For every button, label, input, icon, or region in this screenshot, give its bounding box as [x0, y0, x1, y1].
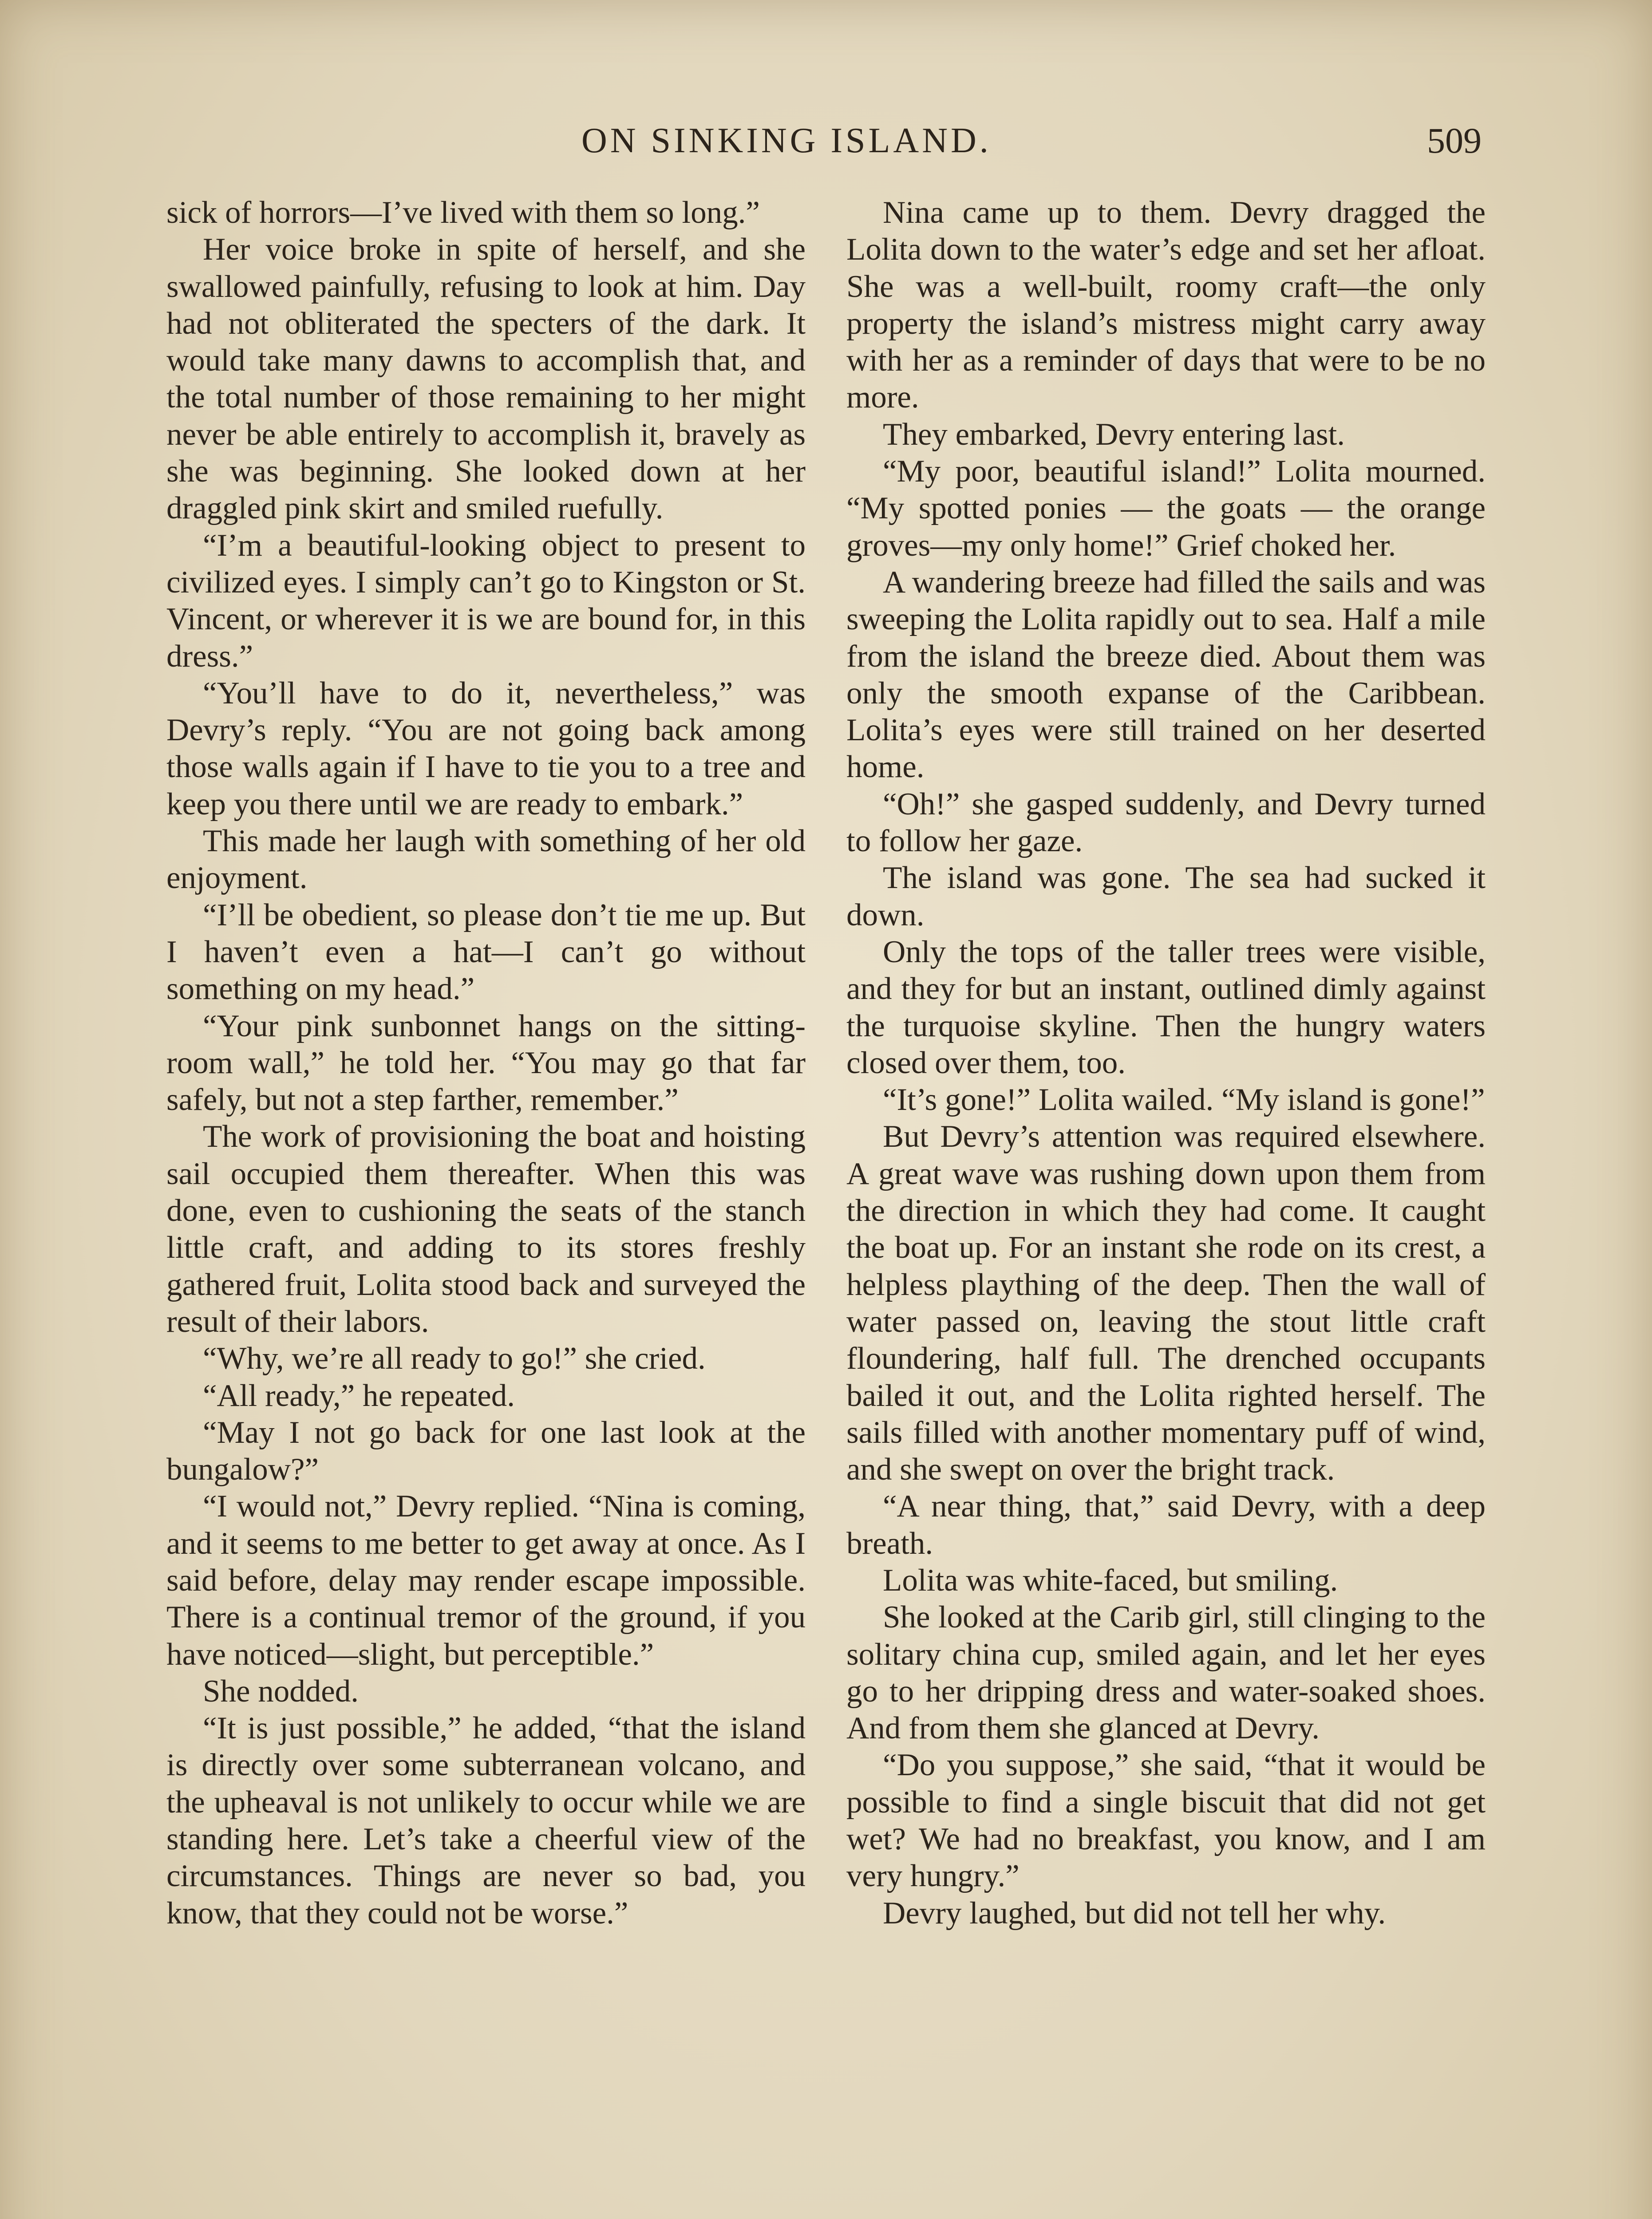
- paragraph: “It’s gone!” Lolita wailed. “My island is gone!”: [883, 1082, 1485, 1117]
- running-title: ON SINKING ISLAND.: [581, 121, 992, 160]
- paragraph: “I’m a beautiful-looking object to present to civilized eyes. I simply can’t go to Kingston or St. Vincent, or wherever it is we are bound for, in this dress.”: [166, 528, 806, 674]
- paragraph: The island was gone. The sea had sucked it down.: [846, 861, 1486, 932]
- paragraph: This made her laugh with something of her old enjoyment.: [166, 824, 806, 896]
- paragraph: Nina came up to them. Devry dragged the Lolita down to the water’s edge and set her afloat. She was a well-built, roomy craft—the only property the island’s mistress might carry away with her as a reminder of days that were to be no more.: [846, 195, 1486, 415]
- paragraph: Only the tops of the taller trees were visible, and they for but an instant, outlined dimly against the turquoise skyline. Then the hungry waters closed over them, too.: [846, 934, 1486, 1080]
- paragraph: The work of provisioning the boat and hoisting sail occupied them thereafter. When this was done, even to cushioning the seats of the stanch little craft, and adding to its stores freshly gathered fruit, Lolita stood back and surveyed the result of their labors.: [166, 1119, 806, 1339]
- paragraph: “Do you suppose,” she said, “that it would be possible to find a single biscuit that did not get wet? We had no breakfast, you know, and I am very hungry.”: [846, 1748, 1486, 1894]
- paragraph: Lolita was white-faced, but smiling.: [883, 1563, 1338, 1598]
- paragraph: “I’ll be obedient, so please don’t tie me up. But I haven’t even a hat—I can’t go without something on my head.”: [166, 897, 806, 1007]
- page-header: [0, 116, 1652, 165]
- paragraph: But Devry’s attention was required elsewhere. A great wave was rushing down upon them from the direction in which they had come. It caught the boat up. For an instant she rode on its crest, a helpless plaything of the deep. Then the wall of water passed on, leaving the stout little craft floundering, half full. The drenched occupants bailed it out, and the Lolita righted herself. The sails filled with another momentary puff of wind, and she swept on over the bright track.: [846, 1119, 1486, 1487]
- paragraph: “A near thing, that,” said Devry, with a deep breath.: [846, 1489, 1486, 1561]
- paragraph: “It is just possible,” he added, “that the island is directly over some subterranean volcano, and the upheaval is not unlikely to occur while we are standing here. Let’s take a cheerful view of the circumstances. Things are never so bad, you know, that they could not be worse.”: [166, 1711, 806, 1931]
- paragraph: They embarked, Devry entering last.: [883, 417, 1345, 452]
- paragraph: “May I not go back for one last look at the bungalow?”: [166, 1415, 806, 1487]
- paragraph: A wandering breeze had filled the sails and was sweeping the Lolita rapidly out to sea. Half a mile from the island the breeze died. About them was only the smooth expanse of the Caribbean. Lolita’s eyes were still trained on her deserted home.: [846, 565, 1486, 785]
- left-text-column: [166, 194, 806, 1932]
- paragraph: “Your pink sunbonnet hangs on the sitting-room wall,” he told her. “You may go that far safely, but not a step farther, remember.”: [166, 1008, 806, 1117]
- paragraph: Her voice broke in spite of herself, and she swallowed painfully, refusing to look at him. Day had not obliterated the specters of the dark. It would take many dawns to accomplish that, and the total number of those remaining to her might never be able entirely to accomplish it, bravely as she was beginning. She looked down at her draggled pink skirt and smiled ruefully.: [166, 232, 806, 526]
- paragraph: She looked at the Carib girl, still clinging to the solitary china cup, smiled again, and let her eyes go to her dripping dress and water-soaked shoes. And from them she glanced at Devry.: [846, 1600, 1486, 1746]
- page-number: 509: [1427, 120, 1482, 161]
- paragraph: sick of horrors—I’ve lived with them so long.”: [166, 195, 760, 230]
- paragraph: “You’ll have to do it, nevertheless,” was Devry’s reply. “You are not going back among those walls again if I have to tie you to a tree and keep you there until we are ready to embark.”: [166, 675, 806, 821]
- paragraph: “Oh!” she gasped suddenly, and Devry turned to follow her gaze.: [846, 786, 1486, 859]
- paragraph: “My poor, beautiful island!” Lolita mourned. “My spotted ponies — the goats — the orange groves—my only home!” Grief choked her.: [846, 454, 1486, 563]
- paragraph: “I would not,” Devry replied. “Nina is coming, and it seems to me better to get away at once. As I said before, delay may render escape impossible. There is a continual tremor of the ground, if you have noticed—slight, but perceptible.”: [166, 1489, 806, 1672]
- paragraph: “Why, we’re all ready to go!” she cried.: [203, 1341, 706, 1376]
- right-text-column: [846, 194, 1486, 1932]
- paragraph: “All ready,” he repeated.: [203, 1378, 515, 1413]
- paragraph: She nodded.: [203, 1674, 359, 1709]
- paragraph: Devry laughed, but did not tell her why.: [883, 1895, 1386, 1931]
